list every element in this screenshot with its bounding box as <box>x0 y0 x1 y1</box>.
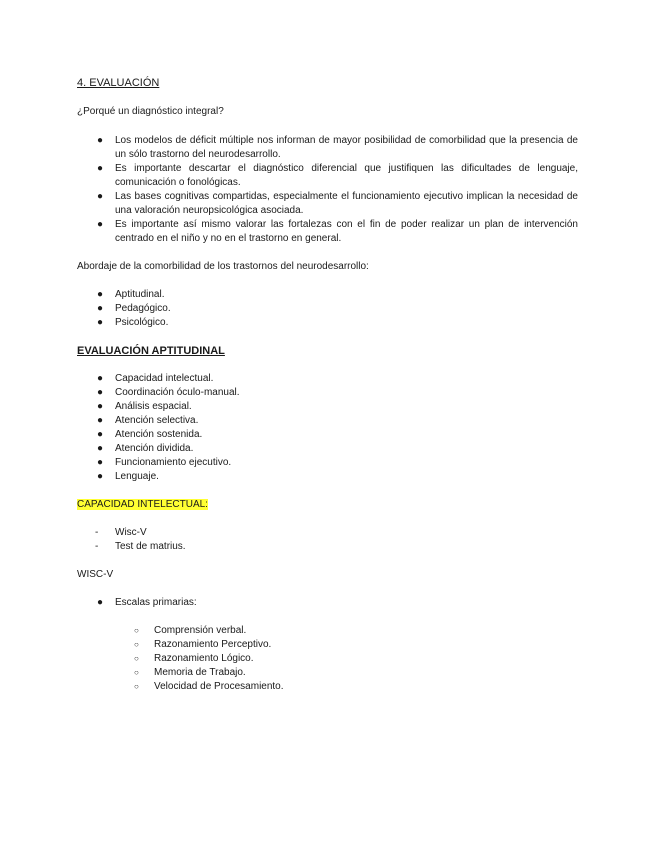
list-item: ● Funcionamiento ejecutivo. <box>97 457 232 468</box>
bullet-icon: ● <box>97 163 104 174</box>
bullet-icon: ● <box>97 219 104 230</box>
list-item: ● Los modelos de déficit múltiple nos informan de mayor posibilidad de comorbilidad que la presencia de un sólo trastorno del neurodesarrollo. <box>97 135 578 160</box>
bullet-icon: ● <box>97 317 104 328</box>
bullet-icon: ● <box>97 457 104 468</box>
list-item: ○ Memoria de Trabajo. <box>134 667 246 678</box>
list-item: ● Pedagógico. <box>97 303 171 314</box>
list-item: ● Atención selectiva. <box>97 415 199 426</box>
list-item: ● Lenguaje. <box>97 471 159 482</box>
section-title: 4. EVALUACIÓN <box>77 77 160 89</box>
bullet-icon: ● <box>97 415 104 426</box>
bullet-icon: ● <box>97 387 104 398</box>
list-item: ● Atención sostenida. <box>97 429 203 440</box>
bullet-icon: ● <box>97 303 104 314</box>
list-item: ○ Razonamiento Perceptivo. <box>134 639 272 650</box>
list-item: ● Es importante así mismo valorar las fortalezas con el fin de poder realizar un plan de intervención centrado en el niño y no en el trastorno en general. <box>97 219 578 244</box>
highlighted-text: CAPACIDAD INTELECTUAL: <box>77 499 208 510</box>
list-item: - Wisc-V <box>95 527 147 538</box>
wisc-heading: WISC-V <box>77 569 114 580</box>
list-item: ● Escalas primarias: <box>97 597 197 608</box>
capacidad-list <box>77 526 578 554</box>
aptitudinal-list <box>77 372 578 484</box>
list-item: ● Las bases cognitivas compartidas, especialmente el funcionamiento ejecutivo implican la necesidad de una valoración neuropsicológica asociada. <box>97 191 578 216</box>
question-text: ¿Porqué un diagnóstico integral? <box>77 106 224 117</box>
list-item: ○ Razonamiento Lógico. <box>134 653 254 664</box>
list-item: - Test de matrius. <box>95 541 186 552</box>
aptitudinal-heading: EVALUACIÓN APTITUDINAL <box>77 345 225 357</box>
bullet-icon: ● <box>97 471 104 482</box>
list-item: ○ Velocidad de Procesamiento. <box>134 681 284 692</box>
bullet-icon: ● <box>97 429 104 440</box>
bullet-icon: ● <box>97 135 104 146</box>
dash-icon: - <box>95 527 99 538</box>
reasons-list <box>77 134 578 246</box>
dash-icon: - <box>95 541 99 552</box>
document-page <box>77 76 578 694</box>
bullet-icon: ● <box>97 401 104 412</box>
bullet-icon: ● <box>97 443 104 454</box>
bullet-icon: ● <box>97 191 104 202</box>
circle-icon: ○ <box>134 682 139 691</box>
circle-icon: ○ <box>134 626 139 635</box>
list-item: ● Es importante descartar el diagnóstico diferencial que justifiquen las dificultades de lenguaje, comunicación o fonológicas. <box>97 163 578 188</box>
capacidad-heading <box>77 498 578 512</box>
list-item: ● Capacidad intelectual. <box>97 373 214 384</box>
circle-icon: ○ <box>134 668 139 677</box>
bullet-icon: ● <box>97 597 104 608</box>
list-item: ● Psicológico. <box>97 317 169 328</box>
circle-icon: ○ <box>134 640 139 649</box>
list-item: ● Análisis espacial. <box>97 401 192 412</box>
bullet-icon: ● <box>97 289 104 300</box>
list-item: ● Coordinación óculo-manual. <box>97 387 240 398</box>
list-item: ● Aptitudinal. <box>97 289 165 300</box>
escalas-list <box>77 596 578 610</box>
escalas-sublist <box>77 624 578 694</box>
list-item: ● Atención dividida. <box>97 443 194 454</box>
bullet-icon: ● <box>97 373 104 384</box>
circle-icon: ○ <box>134 654 139 663</box>
list-item: ○ Comprensión verbal. <box>134 625 247 636</box>
abordaje-intro: Abordaje de la comorbilidad de los trastornos del neurodesarrollo: <box>77 261 369 272</box>
abordaje-list <box>77 288 578 330</box>
